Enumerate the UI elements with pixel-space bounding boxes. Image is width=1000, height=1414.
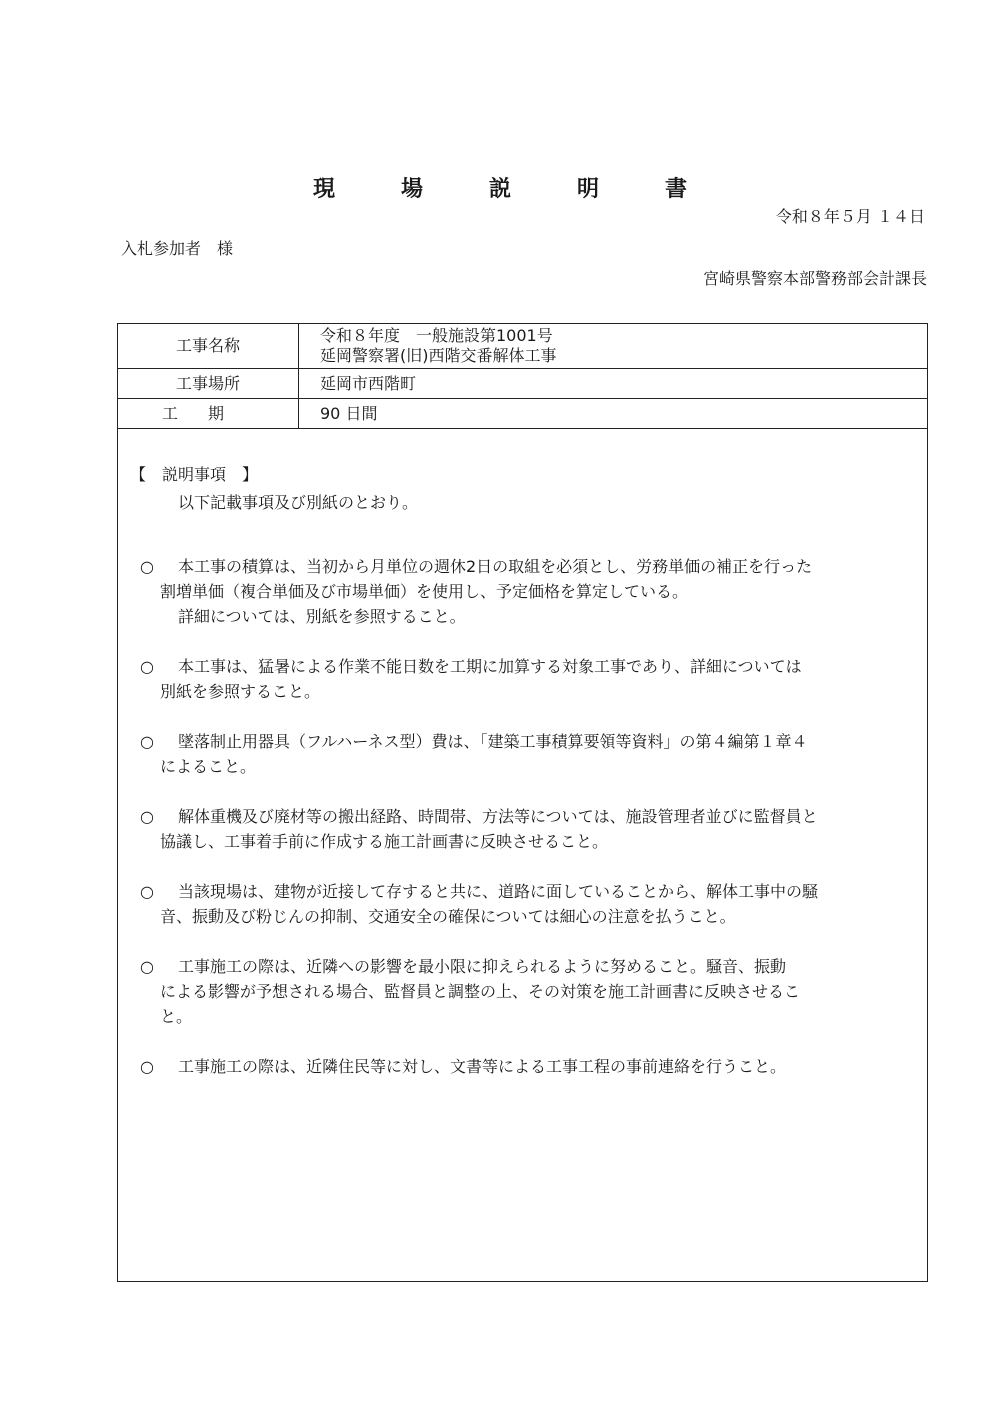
project-name-label: 工事名称 bbox=[118, 324, 299, 369]
list-item-line: 別紙を参照すること。 bbox=[160, 682, 321, 701]
circle-bullet-icon: ○ bbox=[140, 882, 154, 901]
section-heading: 【 説明事項 】 bbox=[130, 465, 259, 484]
project-name-value bbox=[299, 324, 928, 369]
project-period-value: 90 日間 bbox=[299, 399, 928, 429]
section-intro: 以下記載事項及び別紙のとおり。 bbox=[178, 493, 419, 512]
list-item-line: 割増単価（複合単価及び市場単価）を使用し、予定価格を算定している。 bbox=[160, 582, 689, 601]
project-location-label: 工事場所 bbox=[118, 369, 299, 399]
addressee: 入札参加者 様 bbox=[121, 239, 234, 258]
circle-bullet-icon: ○ bbox=[140, 807, 154, 826]
list-item-line: による影響が予想される場合、監督員と調整の上、その対策を施工計画書に反映させるこ bbox=[160, 982, 801, 1001]
list-item-line: 工事施工の際は、近隣への影響を最小限に抑えられるように努めること。騒音、振動 bbox=[178, 957, 787, 976]
project-info-table bbox=[118, 324, 927, 429]
document-date: 令和８年５月 １４日 bbox=[775, 207, 925, 226]
table-row-project-location bbox=[118, 369, 927, 399]
list-item-line: 墜落制止用器具（フルハーネス型）費は、「建築工事積算要領等資料」の第４編第１章４ bbox=[178, 732, 808, 751]
list-item bbox=[140, 879, 920, 929]
list-item bbox=[140, 954, 920, 1029]
list-item bbox=[140, 804, 920, 854]
list-item-line: 本工事は、猛暑による作業不能日数を工期に加算する対象工事であり、詳細については bbox=[178, 657, 802, 676]
document-frame bbox=[117, 323, 928, 1282]
document-title: 現 場 説 明 書 bbox=[312, 177, 709, 202]
list-item bbox=[140, 554, 920, 629]
list-item bbox=[140, 654, 920, 704]
project-name-line2: 延岡警察署(旧)西階交番解体工事 bbox=[320, 346, 557, 365]
circle-bullet-icon: ○ bbox=[140, 1057, 154, 1076]
list-item bbox=[140, 729, 920, 779]
list-item-line: 当該現場は、建物が近接して存すると共に、道路に面していることから、解体工事中の騒 bbox=[178, 882, 819, 901]
project-name-line1: 令和８年度 一般施設第1001号 bbox=[320, 326, 553, 345]
list-item-line: 音、振動及び粉じんの抑制、交通安全の確保については細心の注意を払うこと。 bbox=[160, 907, 736, 926]
circle-bullet-icon: ○ bbox=[140, 732, 154, 751]
list-item-line: によること。 bbox=[160, 757, 257, 776]
circle-bullet-icon: ○ bbox=[140, 657, 154, 676]
list-item-line: 本工事の積算は、当初から月単位の週休2日の取組を必須とし、労務単価の補正を行った bbox=[178, 557, 813, 576]
list-item-line: 協議し、工事着手前に作成する施工計画書に反映させること。 bbox=[160, 832, 609, 851]
table-row-project-name bbox=[118, 324, 927, 369]
list-item-line: と。 bbox=[160, 1007, 193, 1026]
issuer: 宮崎県警察本部警務部会計課長 bbox=[702, 269, 927, 288]
list-item-line: 詳細については、別紙を参照すること。 bbox=[178, 607, 466, 626]
list-item bbox=[140, 1054, 920, 1079]
table-row-project-period bbox=[118, 399, 927, 429]
project-period-label: 工期 bbox=[118, 399, 299, 429]
circle-bullet-icon: ○ bbox=[140, 557, 154, 576]
project-location-value: 延岡市西階町 bbox=[299, 369, 928, 399]
circle-bullet-icon: ○ bbox=[140, 957, 154, 976]
list-item-line: 解体重機及び廃材等の搬出経路、時間帯、方法等については、施設管理者並びに監督員と bbox=[178, 807, 818, 826]
list-item-line: 工事施工の際は、近隣住民等に対し、文書等による工事工程の事前連絡を行うこと。 bbox=[178, 1057, 787, 1076]
